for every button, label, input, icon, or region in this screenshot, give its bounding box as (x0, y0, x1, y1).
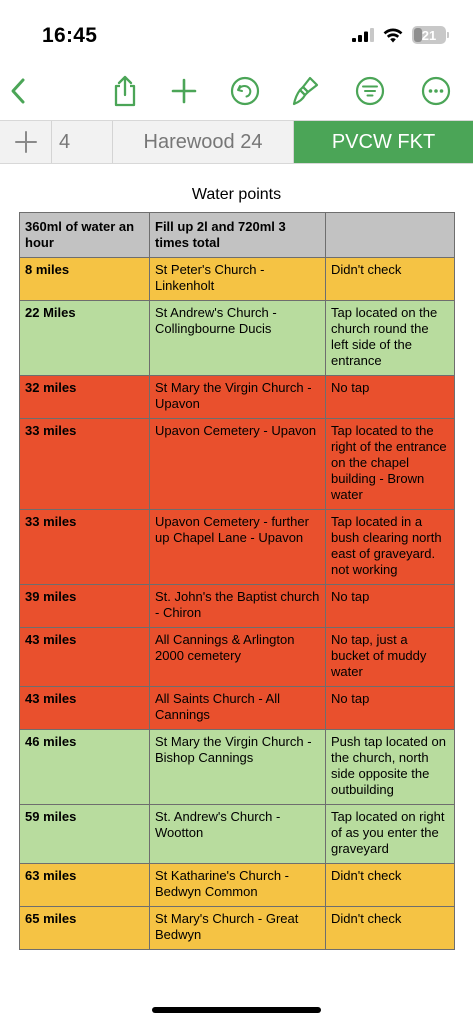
location-cell[interactable]: St Peter's Church - Linkenholt (150, 258, 326, 301)
table-row (20, 376, 455, 419)
tab-pvcw-fkt[interactable]: PVCW FKT (294, 121, 473, 163)
location-cell[interactable]: St Mary the Virgin Church - Bishop Cannings (150, 730, 326, 805)
note-cell[interactable]: No tap (326, 376, 455, 419)
distance-cell[interactable]: 43 miles (20, 687, 150, 730)
table-header-row (20, 213, 455, 258)
signal-icon (352, 28, 374, 42)
plus-icon (14, 130, 38, 154)
table-row (20, 687, 455, 730)
table-row (20, 301, 455, 376)
format-brush-icon[interactable] (288, 74, 322, 108)
sheet-tabs (0, 120, 473, 164)
location-cell[interactable]: St Katharine's Church - Bedwyn Common (150, 864, 326, 907)
header-cell[interactable]: Fill up 2l and 720ml 3 times total (150, 213, 326, 258)
note-cell[interactable]: Tap located on right of as you enter the graveyard (326, 805, 455, 864)
table-row (20, 864, 455, 907)
note-cell[interactable]: Push tap located on the church, north side opposite the outbuilding (326, 730, 455, 805)
add-sheet-button[interactable] (0, 121, 52, 163)
location-cell[interactable]: All Saints Church - All Cannings (150, 687, 326, 730)
location-cell[interactable]: St. Andrew's Church - Wootton (150, 805, 326, 864)
note-cell[interactable]: Didn't check (326, 258, 455, 301)
battery-icon (412, 26, 446, 44)
wifi-icon (383, 28, 403, 43)
status-time: 16:45 (42, 24, 98, 47)
distance-cell[interactable]: 59 miles (20, 805, 150, 864)
distance-cell[interactable]: 32 miles (20, 376, 150, 419)
table-row (20, 907, 455, 950)
battery-tip (447, 32, 449, 38)
distance-cell[interactable]: 33 miles (20, 510, 150, 585)
note-cell[interactable]: Tap located to the right of the entrance on the chapel building - Brown water (326, 419, 455, 510)
add-icon[interactable] (167, 74, 201, 108)
organize-icon[interactable] (353, 74, 387, 108)
location-cell[interactable]: St. John's the Baptist church - Chiron (150, 585, 326, 628)
tab-harewood-24[interactable]: Harewood 24 (113, 121, 294, 163)
distance-cell[interactable]: 8 miles (20, 258, 150, 301)
note-cell[interactable]: Didn't check (326, 907, 455, 950)
header-cell[interactable]: 360ml of water an hour (20, 213, 150, 258)
table-row (20, 585, 455, 628)
sheet-title: Water points (191, 186, 282, 203)
note-cell[interactable]: Tap located on the church round the left side of the entrance (326, 301, 455, 376)
table-row (20, 628, 455, 687)
home-indicator (152, 1007, 321, 1013)
table-row (20, 258, 455, 301)
location-cell[interactable]: All Cannings & Arlington 2000 cemetery (150, 628, 326, 687)
back-icon[interactable] (2, 74, 36, 108)
battery-level: 21 (421, 27, 437, 43)
distance-cell[interactable]: 33 miles (20, 419, 150, 510)
location-cell[interactable]: St Mary's Church - Great Bedwyn (150, 907, 326, 950)
header-cell[interactable] (326, 213, 455, 258)
location-cell[interactable]: Upavon Cemetery - Upavon (150, 419, 326, 510)
distance-cell[interactable]: 46 miles (20, 730, 150, 805)
status-icons (352, 26, 449, 44)
distance-cell[interactable]: 43 miles (20, 628, 150, 687)
water-points-table (19, 212, 455, 950)
note-cell[interactable]: Tap located in a bush clearing north east of graveyard. not working (326, 510, 455, 585)
table-row (20, 510, 455, 585)
more-icon[interactable] (419, 74, 453, 108)
table-row (20, 730, 455, 805)
note-cell[interactable]: Didn't check (326, 864, 455, 907)
location-cell[interactable]: St Mary the Virgin Church - Upavon (150, 376, 326, 419)
share-icon[interactable] (108, 74, 142, 108)
status-bar (0, 0, 473, 64)
toolbar (0, 66, 473, 118)
tab-4[interactable]: 4 (53, 121, 113, 163)
distance-cell[interactable]: 65 miles (20, 907, 150, 950)
note-cell[interactable]: No tap, just a bucket of muddy water (326, 628, 455, 687)
table-row (20, 805, 455, 864)
location-cell[interactable]: St Andrew's Church - Collingbourne Ducis (150, 301, 326, 376)
distance-cell[interactable]: 22 Miles (20, 301, 150, 376)
distance-cell[interactable]: 63 miles (20, 864, 150, 907)
table-row (20, 419, 455, 510)
note-cell[interactable]: No tap (326, 585, 455, 628)
location-cell[interactable]: Upavon Cemetery - further up Chapel Lane - Upavon (150, 510, 326, 585)
undo-icon[interactable] (228, 74, 262, 108)
distance-cell[interactable]: 39 miles (20, 585, 150, 628)
note-cell[interactable]: No tap (326, 687, 455, 730)
